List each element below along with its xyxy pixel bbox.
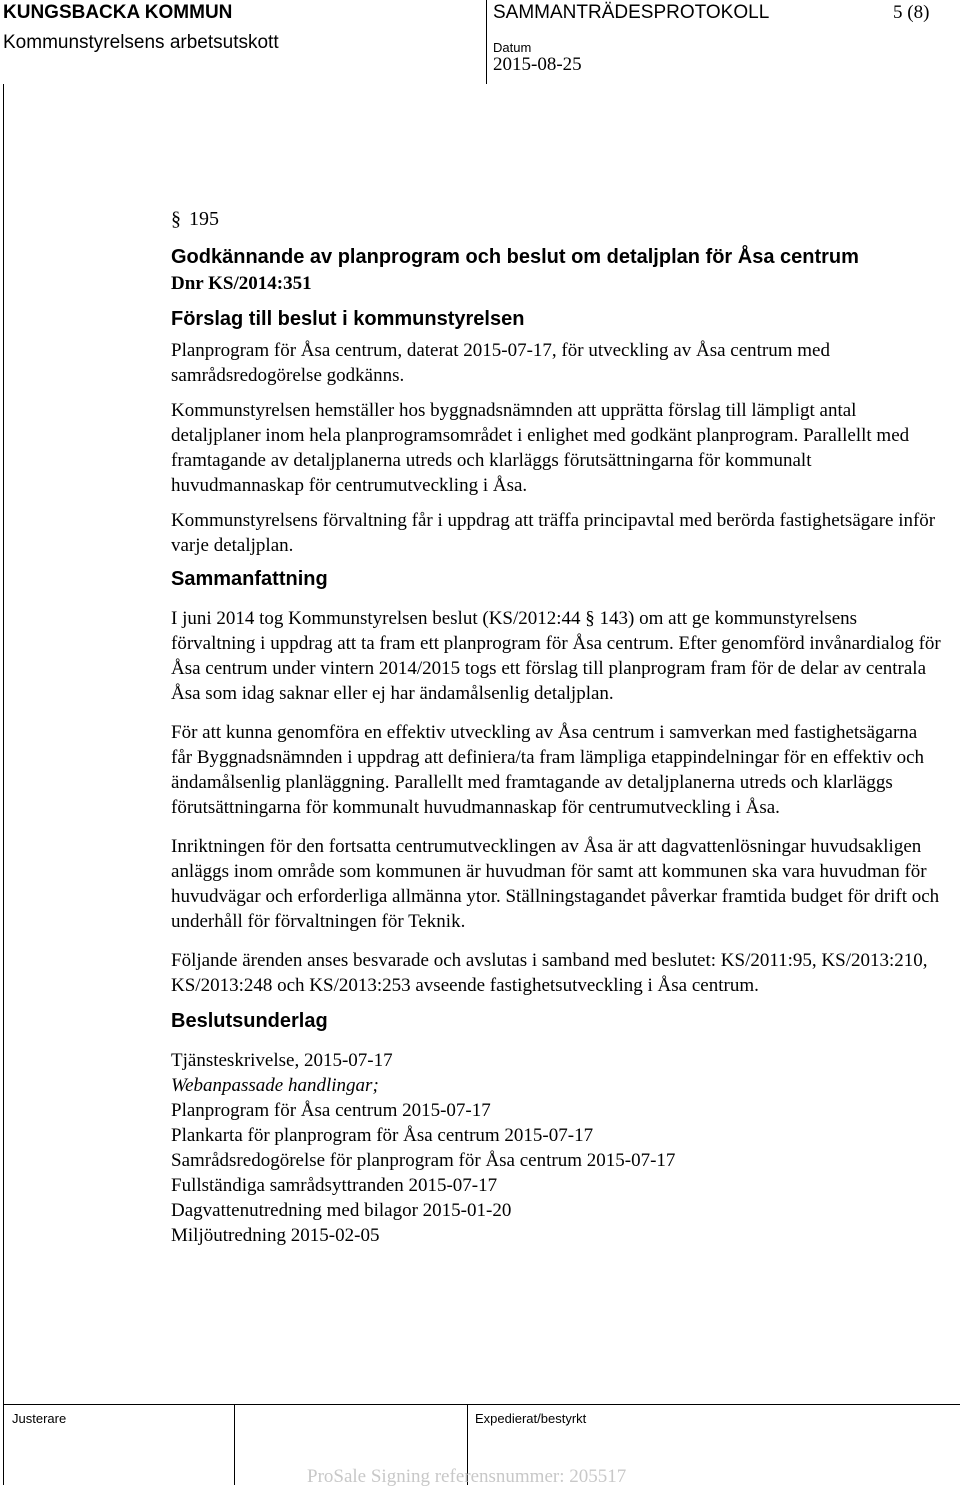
- basis-heading: Beslutsunderlag: [171, 1010, 328, 1032]
- section-number-value: 195: [189, 208, 219, 230]
- date-label: Datum: [493, 40, 532, 55]
- footer-top-rule: [3, 1404, 960, 1405]
- adjuster-label: Justerare: [12, 1411, 67, 1426]
- footer-divider-mid: [234, 1404, 235, 1485]
- basis-item: Dagvattenutredning med bilagor 2015-01-20: [171, 1200, 512, 1221]
- proposal-paragraph-3: Kommunstyrelsens förvaltning får i uppdrag att träffa principavtal med berörda fastighetsägare inför varje detaljplan.: [171, 510, 936, 556]
- summary-paragraph-4: Följande ärenden anses besvarade och avslutas i samband med beslutet: KS/2011:95, KS/2013:210, KS/2013:248 och KS/2013:253 avseende fastighetsutveckling i Åsa centrum.: [171, 950, 928, 996]
- summary-paragraph-3: Inriktningen för den fortsatta centrumutvecklingen av Åsa är att dagvattenlösningar huvudsakligen anläggs inom område som kommunen är huvudman för samt att kommunen ska vara huvudman för huvudvägar och erforderliga allmänna ytor. Ställningstagandet påverkar framtida budget för drift och underhåll för förvaltningen för Teknik.: [171, 836, 940, 932]
- section-number: [171, 208, 219, 231]
- document-type: SAMMANTRÄDESPROTOKOLL: [493, 2, 770, 23]
- basis-web-label: Webanpassade handlingar;: [171, 1075, 379, 1096]
- basis-item: Miljöutredning 2015-02-05: [171, 1225, 380, 1246]
- header-divider-left: [486, 0, 487, 84]
- proposal-paragraph-1: Planprogram för Åsa centrum, daterat 2015-07-17, för utveckling av Åsa centrum med samrådsredogörelse godkänns.: [171, 340, 830, 386]
- proposal-paragraph-2: Kommunstyrelsen hemställer hos byggnadsnämnden att upprätta förslag till lämpligt antal detaljplaner inom hela planprogramsområdet i enlighet med godkänt planprogram. Parallellt med framtagande av detaljplanerna utreds och klarläggs förutsättningarna för kommunalt huvudmannaskap för centrumutveckling i Åsa.: [171, 400, 910, 496]
- left-margin-line: [3, 84, 4, 1485]
- summary-paragraph-2: För att kunna genomföra en effektiv utveckling av Åsa centrum i samverkan med fastighetsägarna får Byggnadsnämnden i uppdrag att definiera/ta fram lämpliga etappindelningar för en effektiv och ändamålsenlig planläggning. Parallellt med framtagande av detaljplanerna utreds och klarläggs förutsättningarna för kommunalt huvudmannaskap för centrumutveckling i Åsa.: [171, 722, 925, 818]
- committee-name: Kommunstyrelsens arbetsutskott: [3, 32, 279, 53]
- dispatched-label: Expedierat/bestyrkt: [475, 1411, 587, 1426]
- meeting-date: 2015-08-25: [493, 54, 582, 75]
- basis-item: Plankarta för planprogram för Åsa centrum 2015-07-17: [171, 1125, 594, 1146]
- basis-item: Fullständiga samrådsyttranden 2015-07-17: [171, 1175, 498, 1196]
- case-number: Dnr KS/2014:351: [171, 273, 312, 294]
- summary-paragraph-1: I juni 2014 tog Kommunstyrelsen beslut (KS/2012:44 § 143) om att ge kommunstyrelsens förvaltning i uppdrag att ta fram ett planprogram för Åsa centrum. Efter genomförd invånardialog för Åsa centrum under vintern 2014/2015 togs ett förslag till planprogram fram för de delar av centrala Åsa som idag saknar eller ej har ändamålsenlig detaljplan.: [171, 608, 941, 704]
- main-content: [171, 244, 941, 1248]
- summary-heading: Sammanfattning: [171, 568, 328, 590]
- proposal-heading: Förslag till beslut i kommunstyrelsen: [171, 308, 525, 330]
- basis-item: Planprogram för Åsa centrum 2015-07-17: [171, 1100, 491, 1121]
- page-number: 5 (8): [893, 2, 930, 23]
- basis-first-item: Tjänsteskrivelse, 2015-07-17: [171, 1050, 393, 1071]
- paragraph-symbol: §: [171, 208, 181, 230]
- org-name: KUNGSBACKA KOMMUN: [3, 2, 233, 23]
- basis-item: Samrådsredogörelse för planprogram för Åsa centrum 2015-07-17: [171, 1150, 676, 1171]
- section-title: Godkännande av planprogram och beslut om detaljplan för Åsa centrum: [171, 246, 859, 268]
- signing-watermark: ProSale Signing referensnummer: 205517: [307, 1466, 627, 1487]
